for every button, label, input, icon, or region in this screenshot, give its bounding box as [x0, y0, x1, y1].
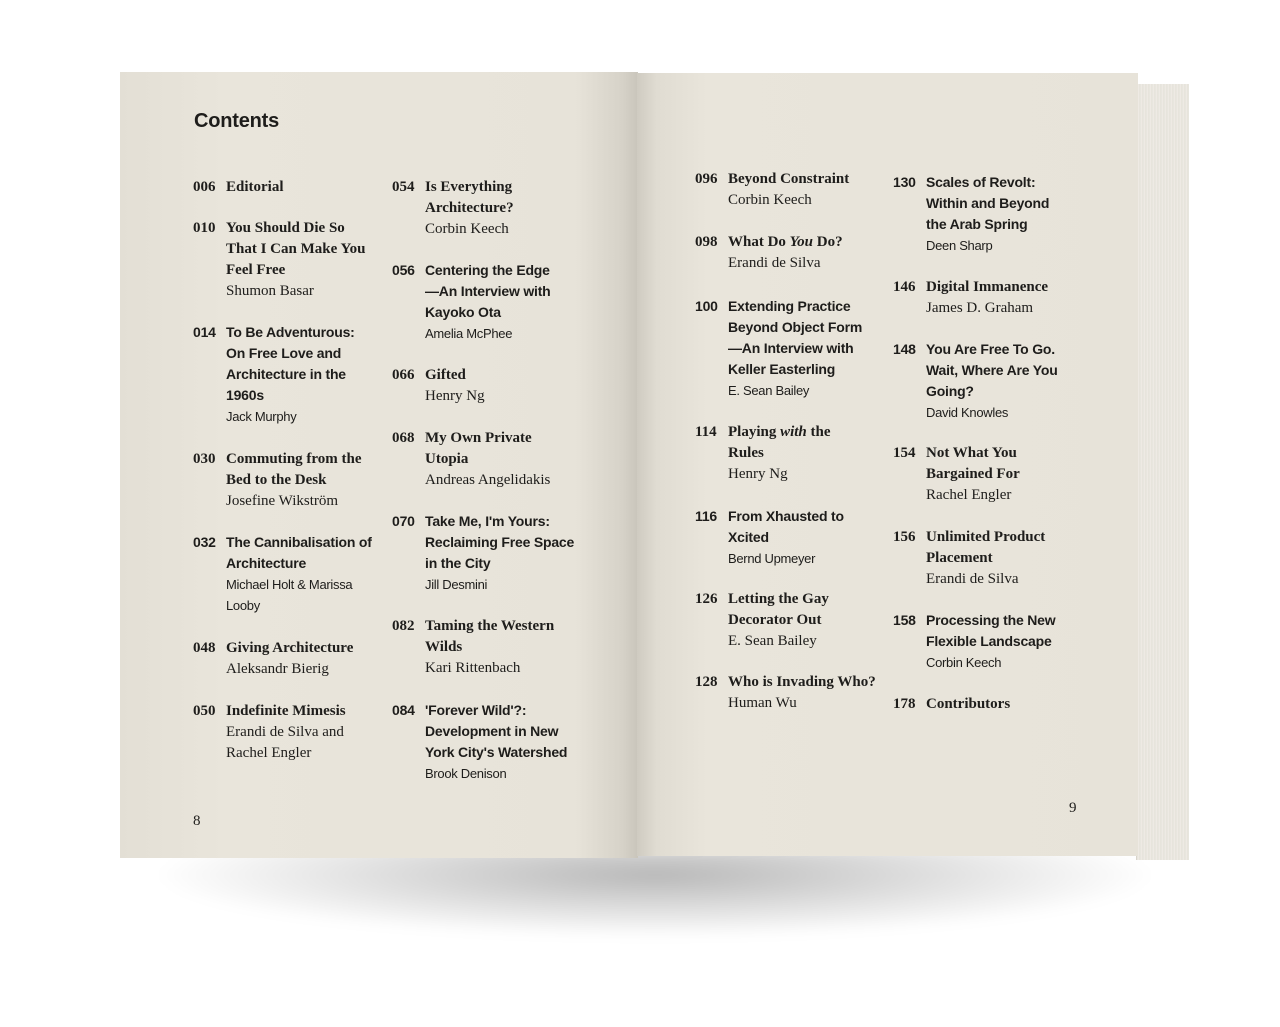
toc-entry: [893, 527, 1093, 590]
right-page-number: 9: [1069, 800, 1077, 816]
entry-page-number: 068: [392, 430, 415, 446]
entry-title: Gifted: [425, 367, 466, 383]
toc-entry: [392, 260, 587, 344]
entry-author: Corbin Keech: [425, 221, 509, 237]
toc-entry: [193, 701, 383, 764]
entry-title: You Should Die So That I Can Make You Feel Free: [226, 220, 366, 278]
toc-entry: [392, 511, 587, 595]
entry-title: Playing with the Rules: [728, 424, 831, 461]
entry-title: Centering the Edge —An Interview with Kayoko Ota: [425, 262, 551, 320]
entry-page-number: 030: [193, 451, 216, 467]
entry-page-number: 178: [893, 696, 916, 712]
entry-author: Amelia McPhee: [425, 326, 513, 341]
entry-page-number: 154: [893, 445, 916, 461]
entry-page-number: 082: [392, 618, 415, 634]
entry-title: You Are Free To Go. Wait, Where Are You Going?: [926, 341, 1058, 399]
entry-page-number: 066: [392, 367, 415, 383]
left-page-number: 8: [193, 813, 201, 829]
entry-page-number: 100: [695, 298, 718, 314]
toc-entry: [193, 322, 383, 427]
entry-author: Jill Desmini: [425, 577, 488, 592]
entry-title: Scales of Revolt: Within and Beyond the Arab Spring: [926, 174, 1050, 232]
entry-title: Giving Architecture: [226, 640, 354, 656]
entry-author: Shumon Basar: [226, 283, 314, 299]
entry-title: 'Forever Wild'?: Development in New York City's Watershed: [425, 702, 568, 760]
entry-page-number: 156: [893, 529, 916, 545]
entry-page-number: 158: [893, 612, 916, 628]
entry-author: James D. Graham: [926, 300, 1034, 316]
entry-title: Who is Invading Who?: [728, 674, 876, 690]
toc-entry: [893, 610, 1093, 673]
entry-author: Rachel Engler: [926, 487, 1012, 503]
entry-author: Aleksandr Bierig: [226, 661, 329, 677]
entry-author: Jack Murphy: [226, 409, 297, 424]
toc-entry: [893, 443, 1093, 506]
entry-author: Kari Rittenbach: [425, 660, 521, 676]
entry-page-number: 056: [392, 262, 415, 278]
entry-page-number: 032: [193, 534, 216, 550]
toc-entry: [893, 277, 1093, 319]
toc-entry: [193, 532, 388, 616]
toc-entry: [695, 169, 890, 211]
entry-page-number: 098: [695, 234, 718, 250]
entry-author: E. Sean Bailey: [728, 383, 810, 398]
toc-entry: [392, 700, 592, 784]
entry-title: Extending Practice Beyond Object Form —An Interview with Keller Easterling: [728, 298, 863, 377]
entry-author: E. Sean Bailey: [728, 633, 817, 649]
entry-title: Letting the Gay Decorator Out: [728, 591, 829, 628]
entry-title: Processing the New Flexible Landscape: [926, 612, 1056, 649]
toc-entry: [695, 232, 890, 274]
entry-title: Contributors: [926, 696, 1011, 712]
entry-page-number: 048: [193, 640, 216, 656]
entry-author: Human Wu: [728, 695, 797, 711]
entry-author: Erandi de Silva: [728, 255, 821, 271]
toc-entry: [893, 172, 1093, 256]
entry-page-number: 054: [392, 179, 415, 195]
toc-entry: [392, 365, 587, 407]
toc-entry: [193, 638, 388, 680]
entry-title: Taming the Western Wilds: [425, 618, 555, 655]
entry-page-number: 014: [193, 324, 216, 340]
entry-author: Deen Sharp: [926, 238, 993, 253]
toc-entry: [893, 339, 1093, 423]
toc-entry: [392, 428, 587, 491]
toc-entry: [193, 449, 383, 512]
entry-title: Editorial: [226, 179, 284, 195]
entry-author: Erandi de Silva and Rachel Engler: [226, 724, 344, 761]
page-block-edge: [1136, 84, 1189, 860]
toc-entry: [695, 506, 890, 569]
entry-page-number: 084: [392, 702, 415, 718]
entry-author: Bernd Upmeyer: [728, 551, 816, 566]
entry-page-number: 096: [695, 171, 718, 187]
entry-title: To Be Adventurous: On Free Love and Architecture in the 1960s: [226, 324, 355, 403]
entry-title: Not What You Bargained For: [926, 445, 1020, 482]
entry-title: My Own Private Utopia: [425, 430, 532, 467]
entry-page-number: 148: [893, 341, 916, 357]
entry-author: David Knowles: [926, 405, 1009, 420]
entry-page-number: 116: [695, 508, 717, 524]
toc-entry: [193, 218, 383, 302]
entry-author: Josefine Wikström: [226, 493, 339, 509]
entry-author: Corbin Keech: [926, 655, 1002, 670]
toc-entry: [392, 616, 587, 679]
entry-author: Brook Denison: [425, 766, 507, 781]
entry-title: Is Everything Architecture?: [425, 179, 514, 216]
entry-title: What Do You Do?: [728, 234, 843, 250]
book-shadow: [150, 848, 1160, 938]
toc-entry: [193, 177, 393, 198]
entry-author: Andreas Angelidakis: [425, 472, 551, 488]
toc-entry: [392, 177, 587, 240]
entry-page-number: 006: [193, 179, 216, 195]
entry-author: Erandi de Silva: [926, 571, 1019, 587]
entry-title: Unlimited Product Placement: [926, 529, 1046, 566]
entry-author: Henry Ng: [425, 388, 485, 404]
toc-entry: [695, 672, 890, 714]
contents-heading: Contents: [194, 110, 280, 132]
entry-page-number: 070: [392, 513, 415, 529]
entry-title: Digital Immanence: [926, 279, 1049, 295]
toc-entry: [695, 296, 890, 401]
entry-author: Corbin Keech: [728, 192, 812, 208]
entry-page-number: 050: [193, 703, 216, 719]
entry-page-number: 130: [893, 174, 916, 190]
entry-author: Henry Ng: [728, 466, 788, 482]
entry-title: Beyond Constraint: [728, 171, 850, 187]
toc-entry: [695, 422, 890, 485]
entry-author: Michael Holt & Marissa Looby: [226, 577, 353, 613]
entry-title: Indefinite Mimesis: [226, 703, 346, 719]
entry-page-number: 010: [193, 220, 216, 236]
entry-page-number: 128: [695, 674, 718, 690]
entry-title: Take Me, I'm Yours: Reclaiming Free Space in the City: [425, 513, 575, 571]
entry-title: The Cannibalisation of Architecture: [226, 534, 372, 571]
toc-entry: [695, 589, 890, 652]
entry-title: Commuting from the Bed to the Desk: [226, 451, 362, 488]
entry-page-number: 146: [893, 279, 916, 295]
entry-title: From Xhausted to Xcited: [728, 508, 844, 545]
entry-page-number: 126: [695, 591, 718, 607]
entry-page-number: 114: [695, 424, 717, 440]
toc-entry: [893, 694, 1093, 715]
